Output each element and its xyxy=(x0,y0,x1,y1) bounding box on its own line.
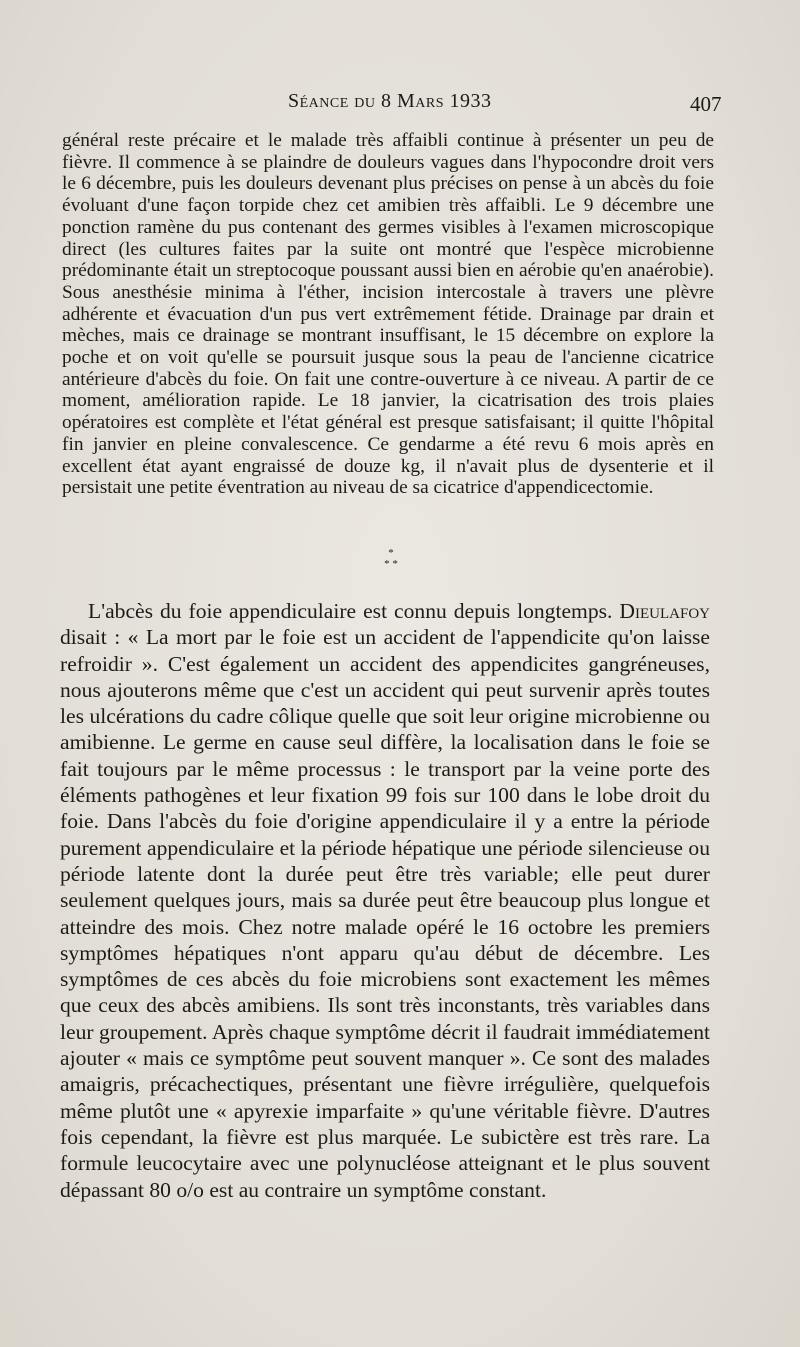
running-head xyxy=(0,90,800,120)
case-report-paragraph xyxy=(62,130,714,499)
page-number: 407 xyxy=(690,92,722,116)
separator-bottom-asterisks: * * xyxy=(384,558,398,570)
author-name: Dieulafoy xyxy=(619,599,710,623)
case-report-text: général reste précaire et le malade très affaibli continue à présenter un peu de fièvre. Il commence à se plaindre de douleurs vagues dans l'hypocondre droit vers le 6 décembre, puis les douleurs devenant plus précises on pense à un abcès du foie évoluant d'une façon torpide chez cet amibien très affaibli. Le 9 décembre une ponction ramène du pus contenant des germes visibles à l'examen microscopique direct (les cultures faites par la suite ont montré que l'espèce microbienne prédominante était un streptocoque poussant aussi bien en aérobie qu'en anaérobie). Sous anesthésie minima à l'éther, incision intercostale à travers une plèvre adhérente et évacuation d'un pus vert extrêmement fétide. Drainage par drain et mèches, mais ce drainage se montrant insuffisant, le 15 décembre on explore la poche et on voit qu'elle se poursuit jusque sous la peau de l'ancienne cicatrice antérieure d'abcès du foie. On fait une contre-ouverture à ce niveau. A partir de ce moment, amélioration rapide. Le 18 janvier, la cicatrisation des trois plaies opératoires est complète et l'état général est presque satisfaisant; il quitte l'hôpital fin janvier en pleine convalescence. Ce gendarme a été revu 6 mois après en excellent état ayant engraissé de douze kg, il n'avait plus de dysenterie et il persistait une petite éventration au niveau de sa cicatrice d'appendicectomie. xyxy=(62,130,714,499)
discussion-paragraph xyxy=(60,598,710,1203)
discussion-text xyxy=(60,598,710,1203)
separator-top-asterisk: * xyxy=(388,547,394,559)
discussion-lead: L'abcès du foie appendiculaire est connu depuis longtemps. xyxy=(88,599,613,623)
section-separator xyxy=(378,548,404,570)
discussion-body: disait : « La mort par le foie est un accident de l'appendicite qu'on laisse refroidir ». C'est également un accident des appendicites gangréneuses, nous ajouterons même que c'est un accident qui peut survenir après toutes les ulcérations du cadre côlique quelle que soit leur origine microbienne ou amibienne. Le germe en cause seul diffère, la localisation dans le foie se fait toujours par le même processus : le transport par la veine porte des éléments pathogènes et leur fixation 99 fois sur 100 dans le lobe droit du foie. Dans l'abcès du foie d'origine appendiculaire il y a entre la période purement appendiculaire et la période hépatique une période silencieuse ou période latente dont la durée peut être très variable; elle peut durer seulement quelques jours, mais sa durée peut être beaucoup plus longue et atteindre des mois. Chez notre malade opéré le 16 octobre les premiers symptômes hépatiques n'ont apparu qu'au début de décembre. Les symptômes de ces abcès du foie microbiens sont exactement les mêmes que ceux des abcès amibiens. Ils sont très inconstants, très variables dans leur groupement. Après chaque symptôme décrit il faudrait immédiatement ajouter « mais ce symptôme peut souvent manquer ». Ce sont des malades amaigris, précachectiques, présentant une fièvre irrégulière, quelquefois même plutôt une « apyrexie imparfaite » qu'une véritable fièvre. D'autres fois cependant, la fièvre est plus marquée. Le subictère est très rare. La formule leucocytaire avec une polynucléose atteignant et le plus souvent dépassant 80 o/o est au contraire un symptôme constant. xyxy=(60,625,710,1202)
running-title: Séance du 8 Mars 1933 xyxy=(288,90,492,112)
